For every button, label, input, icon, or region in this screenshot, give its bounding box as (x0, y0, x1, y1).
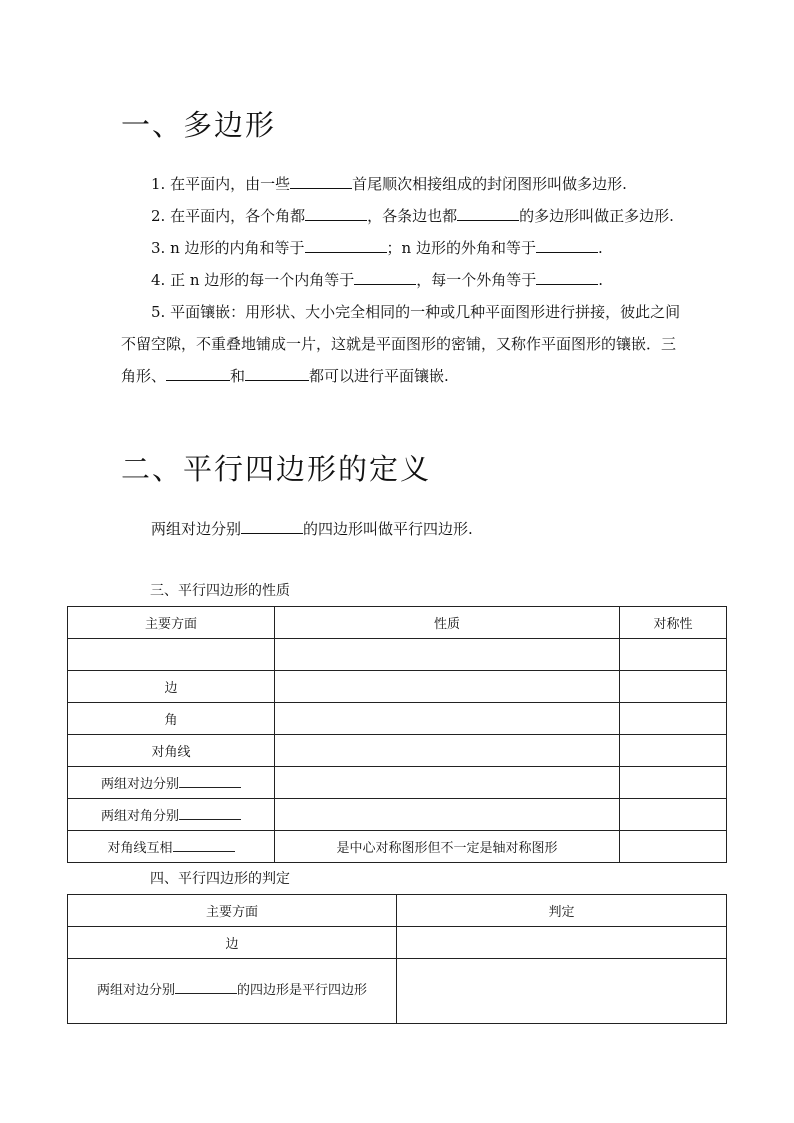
blank[interactable] (179, 807, 241, 820)
item-2: 2. 在平面内，各个角都 ，各条边也都 的多边形叫做正多边形. (151, 207, 674, 225)
blank[interactable] (179, 775, 241, 788)
header-cell: 主要方面 (68, 895, 397, 927)
table-header-row (68, 607, 727, 639)
blank[interactable] (241, 519, 303, 534)
table-row (68, 639, 727, 671)
properties-table (67, 606, 727, 863)
header-cell: 对称性 (620, 607, 727, 639)
header-cell: 主要方面 (68, 607, 275, 639)
table-row: 对角线 (68, 735, 727, 767)
criteria-table (67, 894, 727, 1024)
blank[interactable] (173, 839, 235, 852)
header-cell: 判定 (397, 895, 727, 927)
section1-body (121, 168, 681, 392)
item-3: 3. n 边形的内角和等于 ；n 边形的外角和等于 . (151, 239, 603, 257)
header-cell: 性质 (275, 607, 620, 639)
table-row: 角 (68, 703, 727, 735)
section2-title: 二、平行四边形的定义 (121, 452, 432, 486)
section3-title: 三、平行四边形的性质 (150, 583, 290, 599)
table-row: 边 (68, 927, 727, 959)
blank[interactable] (536, 238, 598, 253)
blank[interactable] (166, 366, 230, 381)
table-header-row (68, 895, 727, 927)
section1-title: 一、多边形 (121, 108, 277, 142)
section2-body (121, 513, 681, 545)
table-row: 对角线互相 是中心对称图形但不一定是轴对称图形 (68, 831, 727, 863)
definition: 两组对边分别 的四边形叫做平行四边形. (151, 520, 473, 538)
table-row: 两组对边分别 的四边形是平行四边形 (68, 959, 727, 1024)
blank[interactable] (245, 366, 309, 381)
blank[interactable] (536, 270, 598, 285)
blank[interactable] (305, 238, 387, 253)
section4-title: 四、平行四边形的判定 (150, 871, 290, 887)
blank[interactable] (354, 270, 416, 285)
blank[interactable] (290, 174, 352, 189)
blank[interactable] (305, 206, 367, 221)
blank[interactable] (175, 981, 237, 994)
item-5: 5. 平面镶嵌：用形状、大小完全相同的一种或几种平面图形进行拼接，彼此之间不留空隙，不重叠地铺成一片，这就是平面图形的密铺，又称作平面图形的镶嵌．三角形、 和 都可以进行平面镶嵌. (121, 303, 681, 385)
table-row: 两组对角分别 (68, 799, 727, 831)
blank[interactable] (457, 206, 519, 221)
item-4: 4. 正 n 边形的每一个内角等于 ，每一个外角等于 . (151, 271, 604, 289)
table-row: 边 (68, 671, 727, 703)
table-row: 两组对边分别 (68, 767, 727, 799)
item-1: 1. 在平面内，由一些 首尾顺次相接组成的封闭图形叫做多边形. (151, 175, 627, 193)
